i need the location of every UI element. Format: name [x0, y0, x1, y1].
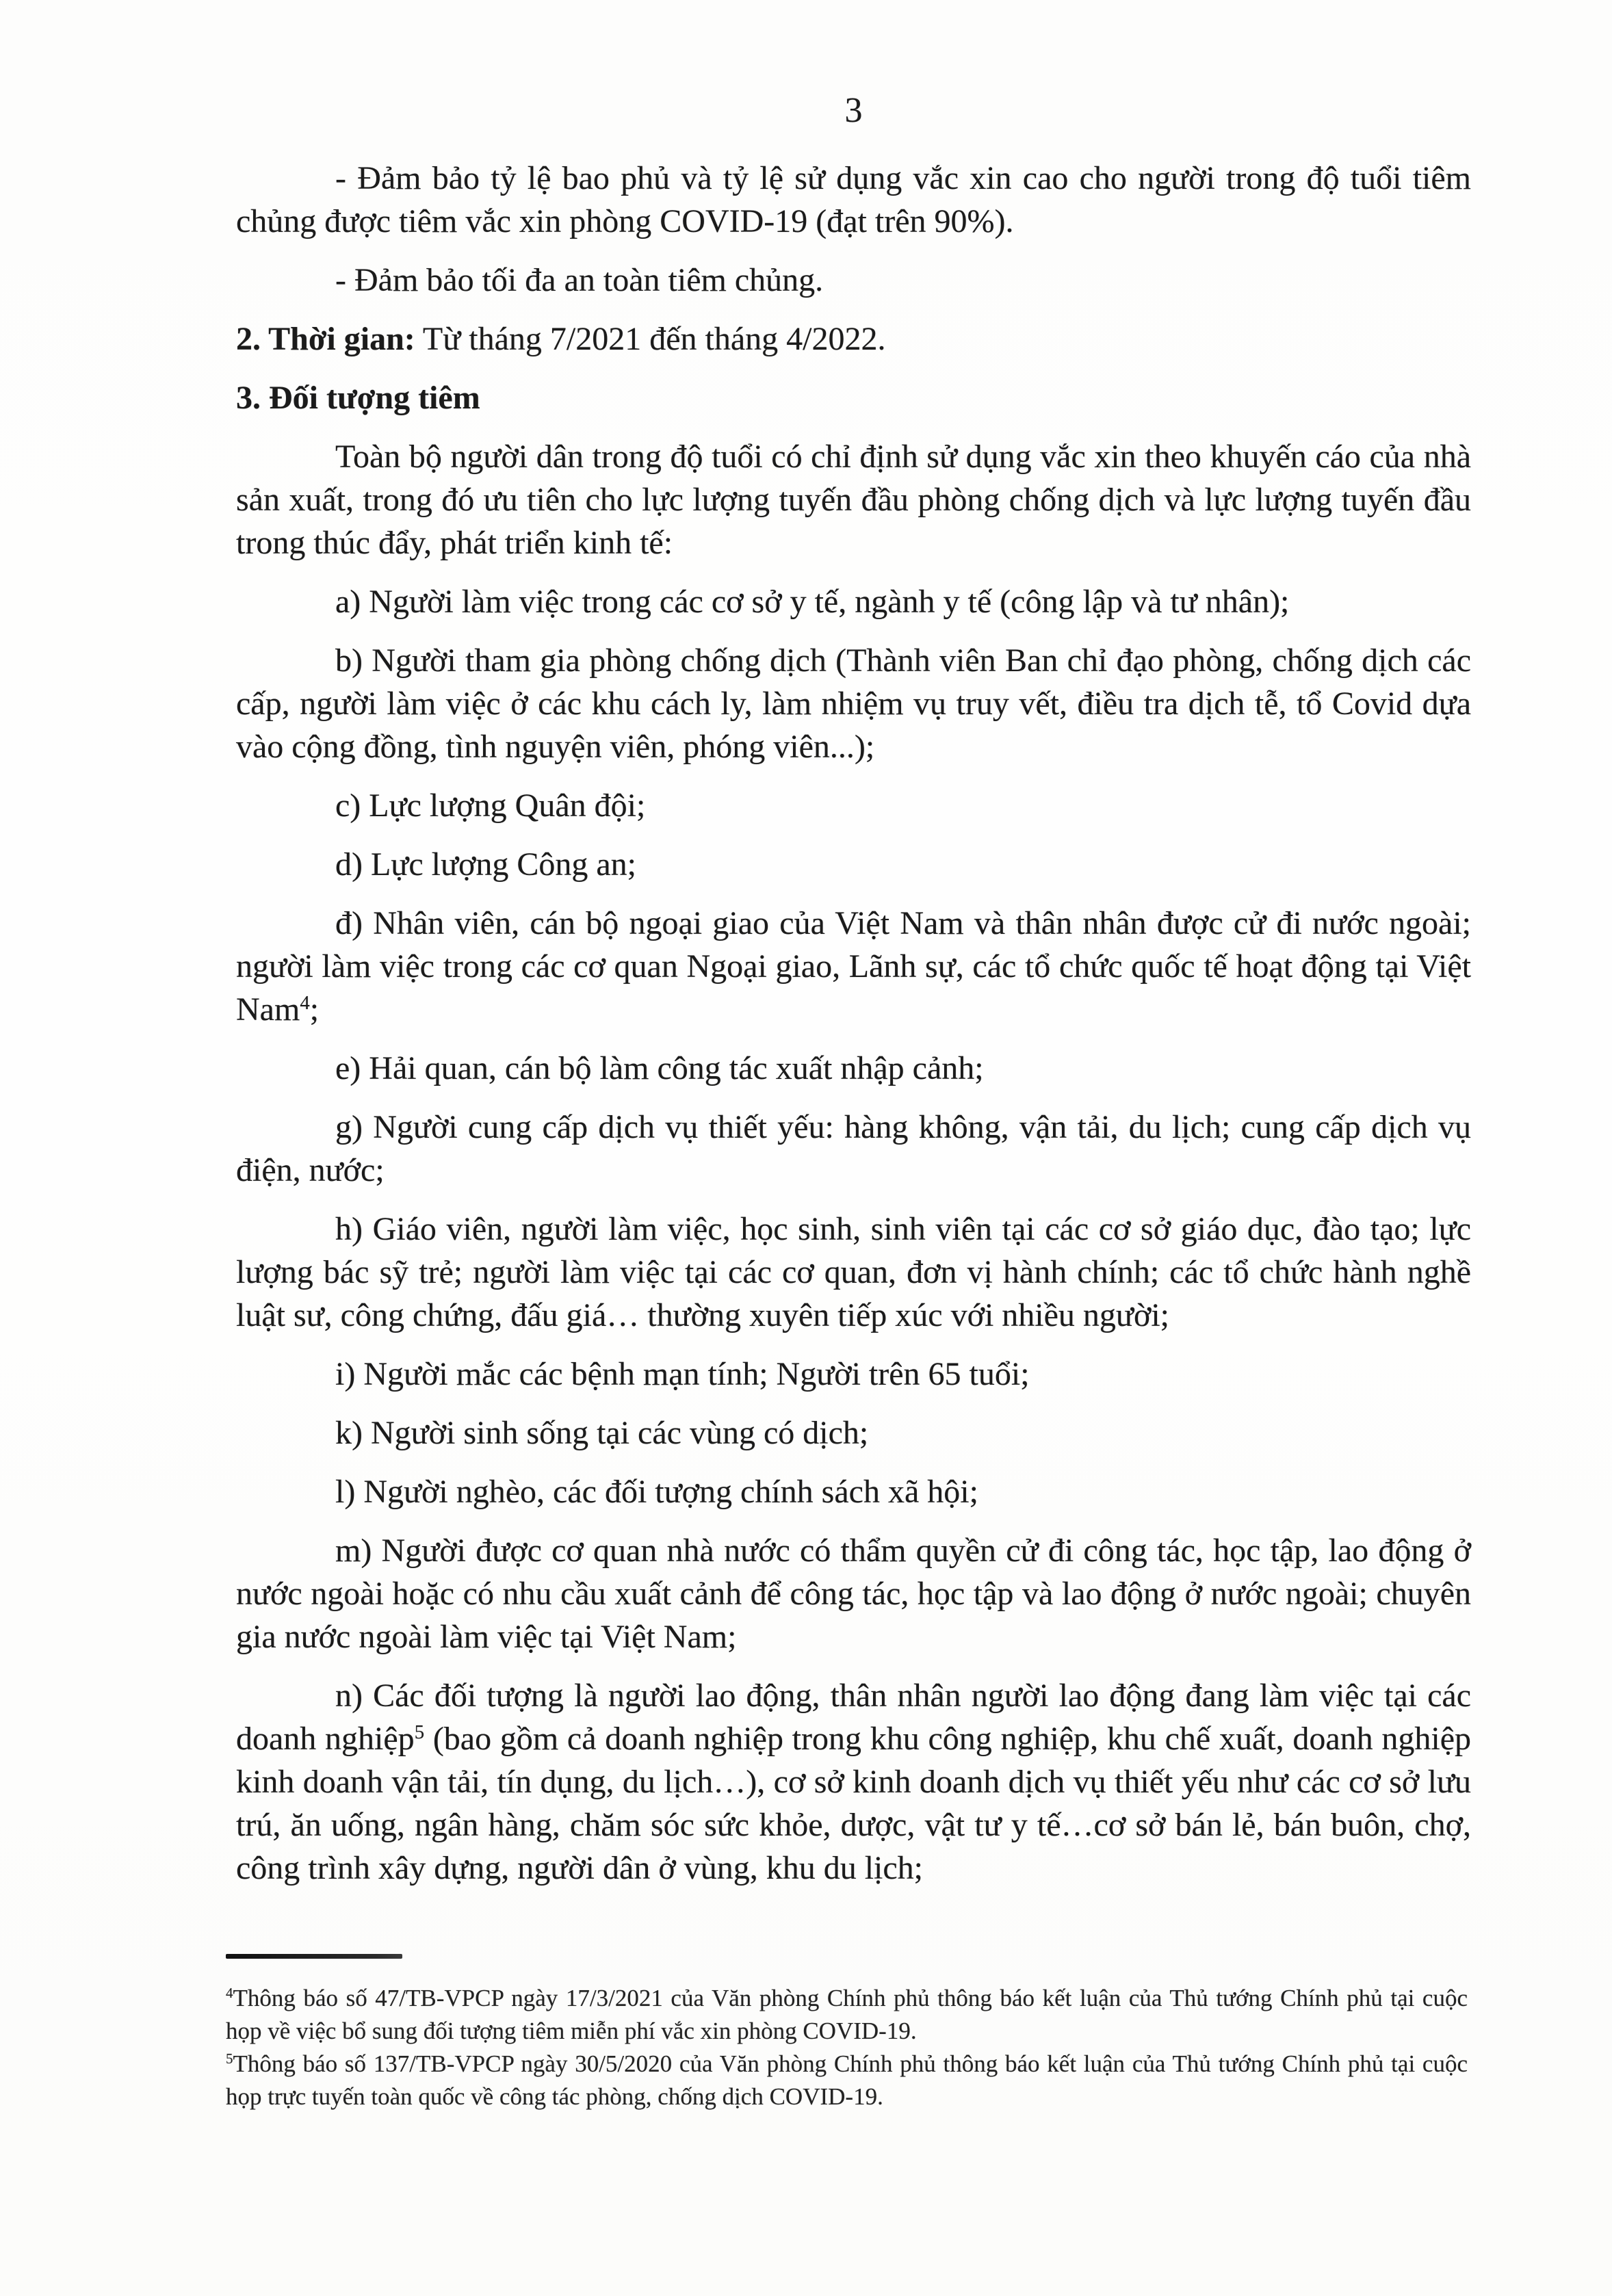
footnote-section [226, 1954, 1468, 2113]
footnote-ref-4: 4 [300, 992, 310, 1015]
list-item-dd-text: đ) Nhân viên, cán bộ ngoại giao của Việt Nam và thân nhân được cử đi nước ngoài; người làm việc trong các cơ quan Ngoại giao, Lãnh sự, các tổ chức quốc tế hoạt động tại Việt Nam [236, 905, 1471, 1028]
list-item-n-text: n) Các đối tượng là người lao động, thân nhân người lao động đang làm việc tại các doanh nghiệp [236, 1678, 1471, 1757]
footnote-5-text: Thông báo số 137/TB-VPCP ngày 30/5/2020 của Văn phòng Chính phủ thông báo kết luận của Thủ tướng Chính phủ tại cuộc họp trực tuyến toàn quốc về công tác phòng, chống dịch COVID-19. [226, 2050, 1468, 2110]
list-item-n [236, 1674, 1471, 1890]
footnote-ref-5: 5 [414, 1721, 425, 1744]
footnote-4-text: Thông báo số 47/TB-VPCP ngày 17/3/2021 của Văn phòng Chính phủ thông báo kết luận của Thủ tướng Chính phủ tại cuộc họp về việc bổ sung đối tượng tiêm miễn phí vắc xin phòng COVID-19. [226, 1985, 1468, 2044]
section-2-time [236, 317, 1471, 361]
footnote-4 [226, 1982, 1468, 2048]
footnote-marker-5: 5 [226, 2050, 233, 2067]
paragraph-safety: - Đảm bảo tối đa an toàn tiêm chủng. [335, 262, 824, 298]
list-item-g: g) Người cung cấp dịch vụ thiết yếu: hàng không, vận tải, du lịch; cung cấp dịch vụ điện, nước; [236, 1109, 1471, 1188]
list-item-c: c) Lực lượng Quân đội; [335, 787, 646, 824]
paragraph-intro: Toàn bộ người dân trong độ tuổi có chỉ định sử dụng vắc xin theo khuyến cáo của nhà sản xuất, trong đó ưu tiên cho lực lượng tuyến đầu phòng chống dịch và lực lượng tuyến đầu trong thúc đẩy, phát triển kinh tế: [236, 439, 1471, 561]
page-number: 3 [844, 91, 863, 130]
list-item-dd [236, 902, 1471, 1031]
list-item-b: b) Người tham gia phòng chống dịch (Thành viên Ban chỉ đạo phòng, chống dịch các cấp, người làm việc ở các khu cách ly, làm nhiệm vụ truy vết, điều tra dịch tễ, tổ Covid dựa vào cộng đồng, tình nguyện viên, phóng viên...); [236, 642, 1471, 765]
section-2-text: Từ tháng 7/2021 đến tháng 4/2022. [415, 321, 886, 357]
list-item-n-tail: (bao gồm cả doanh nghiệp trong khu công nghiệp, khu chế xuất, doanh nghiệp kinh doanh vận tải, tín dụng, du lịch…), cơ sở kinh doanh dịch vụ thiết yếu như các cơ sở lưu trú, ăn uống, ngân hàng, chăm sóc sức khỏe, dược, vật tư y tế…cơ sở bán lẻ, bán buôn, chợ, công trình xây dựng, người dân ở vùng, khu du lịch; [236, 1721, 1472, 1886]
list-item-l: l) Người nghèo, các đối tượng chính sách xã hội; [335, 1474, 978, 1510]
section-2-label: 2. Thời gian: [236, 321, 415, 357]
footnote-marker-4: 4 [226, 1985, 233, 2002]
document-body [236, 157, 1471, 1905]
list-item-dd-tail: ; [309, 991, 320, 1028]
list-item-a: a) Người làm việc trong các cơ sở y tế, ngành y tế (công lập và tư nhân); [335, 584, 1290, 620]
list-item-d: d) Lực lượng Công an; [335, 846, 637, 883]
section-3-label: 3. Đối tượng tiêm [236, 380, 480, 416]
list-item-i: i) Người mắc các bệnh mạn tính; Người trên 65 tuổi; [335, 1356, 1030, 1392]
section-3-subjects [236, 376, 1471, 419]
footnote-5 [226, 2048, 1468, 2113]
list-item-h: h) Giáo viên, người làm việc, học sinh, sinh viên tại các cơ sở giáo dục, đào tạo; lực lượng bác sỹ trẻ; người làm việc tại các cơ quan, đơn vị hành chính; các tổ chức hành nghề luật sư, công chứng, đấu giá… thường xuyên tiếp xúc với nhiều người; [236, 1211, 1471, 1333]
list-item-m: m) Người được cơ quan nhà nước có thẩm quyền cử đi công tác, học tập, lao động ở nước ngoài hoặc có nhu cầu xuất cảnh để công tác, học tập và lao động ở nước ngoài; chuyên gia nước ngoài làm việc tại Việt Nam; [236, 1532, 1471, 1655]
footnote-divider [226, 1954, 402, 1959]
list-item-k: k) Người sinh sống tại các vùng có dịch; [335, 1415, 869, 1451]
paragraph-coverage-target: - Đảm bảo tỷ lệ bao phủ và tỷ lệ sử dụng vắc xin cao cho người trong độ tuổi tiêm chủng được tiêm vắc xin phòng COVID-19 (đạt trên 90%). [236, 160, 1471, 239]
list-item-e: e) Hải quan, cán bộ làm công tác xuất nhập cảnh; [335, 1050, 984, 1086]
